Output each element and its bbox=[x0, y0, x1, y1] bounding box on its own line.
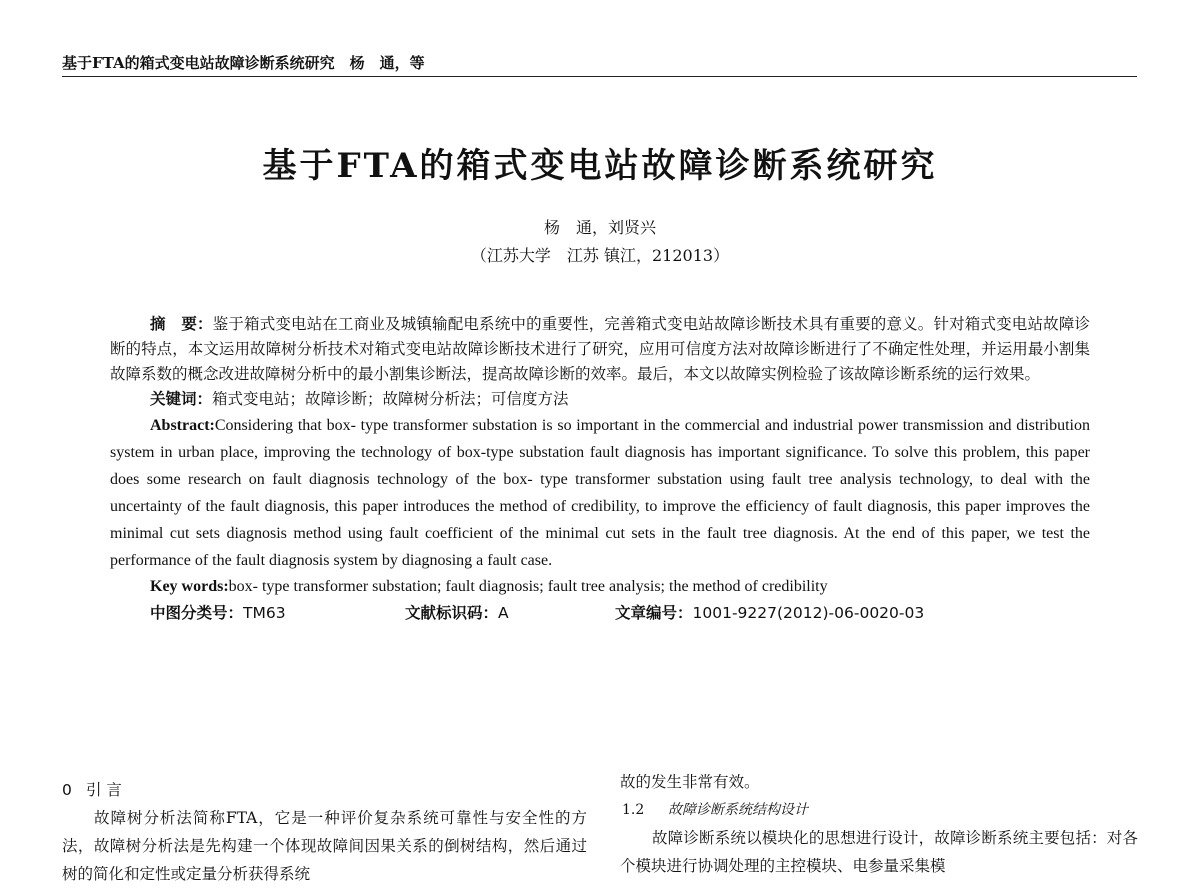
subsection-number: 1.2 bbox=[622, 802, 645, 818]
keywords-cn-label: 关键词： bbox=[150, 390, 213, 408]
clc-number: 中图分类号：TM63 bbox=[150, 604, 286, 622]
design-paragraph: 故障诊断系统以模块化的思想进行设计，故障诊断系统主要包括：对各个模块进行协调处理的主控模块、电参量采集模 bbox=[620, 829, 1138, 875]
affiliation: （江苏大学 江苏 镇江，212013） bbox=[470, 246, 730, 265]
abstract-cn-text: 鉴于箱式变电站在工商业及城镇输配电系统中的重要性，完善箱式变电站故障诊断技术具有重要的意义。针对箱式变电站故障诊断的特点，本文运用故障树分析技术对箱式变电站故障诊断技术进行了研究，应用可信度方法对故障诊断进行了不确定性处理，并运用最小割集故障系数的概念改进故障树分析中的最小割集诊断法，提高故障诊断的效率。最后，本文以故障实例检验了该故障诊断系统的运行效果。 bbox=[110, 315, 1090, 383]
abstract-en-label: Abstract: bbox=[150, 417, 215, 434]
keywords-en-text: box- type transformer substation; fault diagnosis; fault tree analysis; the method of credibility bbox=[228, 578, 828, 595]
paper-title: 基于FTA的箱式变电站故障诊断系统研究 bbox=[262, 146, 938, 186]
header-rule bbox=[62, 76, 1137, 77]
abstract-cn-label: 摘 要： bbox=[150, 315, 213, 333]
keywords-en-label: Key words: bbox=[150, 578, 229, 595]
keywords-en bbox=[110, 574, 1090, 600]
keywords-cn-text: 箱式变电站；故障诊断；故障树分析法；可信度方法 bbox=[212, 390, 569, 408]
abstract-block bbox=[110, 312, 1090, 626]
section-heading bbox=[62, 776, 587, 804]
subsection-title: 故障诊断系统结构设计 bbox=[668, 802, 808, 818]
continued-line: 故的发生非常有效。 bbox=[620, 773, 760, 791]
abstract-en-text: Considering that box- type transformer substation is so important in the commercial and industrial power transmission and distribution system in urban place, improving the technology of box-type substation fault diagnosis has important significance. To solve this problem, this paper does some research on fault diagnosis technology of the box- type transformer substation using fault tree analysis technology, to deal with the uncertainty of the fault diagnosis, this paper introduces the method of credibility, to improve the efficiency of fault diagnosis, this paper improves the minimal cut sets diagnosis method using fault coefficient of the minimal cut sets in the fault tree diagnosis. At the end of this paper, we test the performance of the fault diagnosis system by diagnosing a fault case. bbox=[110, 417, 1090, 569]
classification-line bbox=[110, 600, 1090, 626]
document-code: 文献标识码：A bbox=[405, 604, 509, 622]
right-column bbox=[620, 768, 1138, 880]
intro-paragraph: 故障树分析法简称FTA，它是一种评价复杂系统可靠性与安全性的方法，故障树分析法是先构建一个体现故障间因果关系的倒树结构，然后通过树的简化和定性或定量分析获得系统 bbox=[62, 809, 587, 883]
subsection-heading bbox=[620, 796, 1138, 824]
article-number: 文章编号：1001-9227(2012)-06-0020-03 bbox=[615, 604, 925, 622]
abstract-en bbox=[110, 412, 1090, 574]
left-column bbox=[62, 776, 587, 888]
section-title: 引 言 bbox=[86, 781, 122, 799]
abstract-cn bbox=[110, 312, 1090, 387]
authors: 杨 通，刘贤兴 bbox=[543, 218, 656, 237]
section-number: 0 bbox=[62, 781, 72, 799]
running-head: 基于FTA的箱式变电站故障诊断系统研究 杨 通，等 bbox=[62, 54, 425, 72]
keywords-cn bbox=[110, 387, 1090, 412]
